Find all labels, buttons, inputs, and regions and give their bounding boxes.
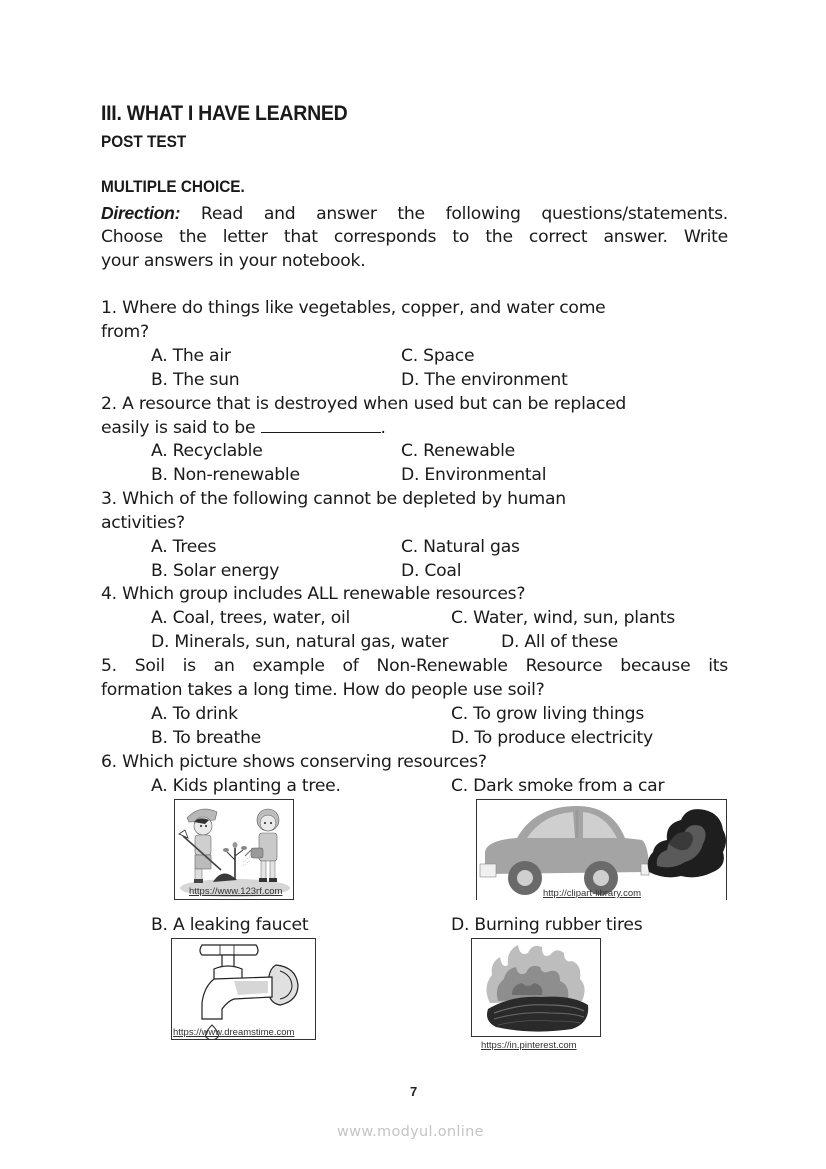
question-1-choice-b: B. The sun [151,370,240,390]
question-5-choice-b: B. To breathe [151,728,261,748]
kids-planting-tree-image [174,799,294,900]
question-3-choice-a: A. Trees [151,537,217,557]
question-5-text-line-2: formation takes a long time. How do people use soil? [101,680,545,700]
image-a-credit[interactable]: https://www.123rf.com [189,886,283,897]
question-6-choice-c: C. Dark smoke from a car [451,776,665,796]
question-2-choice-a: A. Recyclable [151,441,263,461]
question-3-text-line-2: activities? [101,513,185,533]
watermark: www.modyul.online [337,1124,484,1140]
question-5-choice-c: C. To grow living things [451,704,645,724]
question-6-text: 6. Which picture shows conserving resources? [101,752,487,772]
test-type-heading: MULTIPLE CHOICE. [101,178,245,196]
direction-line-2: Choose the letter that corresponds to the correct answer. Write [101,227,728,247]
question-3-choice-b: B. Solar energy [151,561,280,581]
question-3-choice-c: C. Natural gas [401,537,520,557]
question-5-choice-d: D. To produce electricity [451,728,653,748]
question-2-choice-c: C. Renewable [401,441,515,461]
question-1-text-line-2: from? [101,322,149,342]
car-smoke-image [476,799,727,900]
answer-blank [261,417,381,433]
question-4-choice-a: A. Coal, trees, water, oil [151,608,351,628]
kids-planting-tree-illustration-icon [175,800,294,900]
burning-tires-image [471,938,601,1037]
question-2-choice-b: B. Non-renewable [151,465,300,485]
direction-line-1: Direction: Read and answer the following questions/statements. [101,203,728,224]
direction-line-3: your answers in your notebook. [101,251,366,271]
question-2-choice-d: D. Environmental [401,465,547,485]
question-3-choice-d: D. Coal [401,561,462,581]
question-1-choice-c: C. Space [401,346,475,366]
question-5-choice-a: A. To drink [151,704,238,724]
question-2-text-line-2: easily is said to be . [101,418,386,438]
leaking-faucet-image [171,938,316,1040]
question-2-text-line-1: 2. A resource that is destroyed when used but can be replaced [101,394,627,414]
question-4-choice-d-all: D. All of these [501,632,618,652]
question-6-choice-d: D. Burning rubber tires [451,915,643,935]
burning-tires-illustration-icon [472,939,601,1037]
question-1-text-line-1: 1. Where do things like vegetables, copper, and water come [101,298,606,318]
question-6-choice-b: B. A leaking faucet [151,915,309,935]
question-4-choice-c: C. Water, wind, sun, plants [451,608,675,628]
image-b-credit[interactable]: https://www.dreamstime.com [173,1027,295,1038]
page-number: 7 [410,1084,418,1099]
question-5-text-line-1: 5. Soil is an example of Non-Renewable Resource because its [101,656,728,676]
question-6-choice-a: A. Kids planting a tree. [151,776,341,796]
direction-label: Direction: [101,203,181,223]
question-5-text [101,654,728,702]
question-1-choice-d: D. The environment [401,370,568,390]
question-4-choice-d-minerals: D. Minerals, sun, natural gas, water [151,632,449,652]
direction-paragraph [101,201,728,273]
question-4-text: 4. Which group includes ALL renewable resources? [101,584,526,604]
question-3-text-line-1: 3. Which of the following cannot be depleted by human [101,489,566,509]
image-c-credit[interactable]: http://clipart-library.com [543,888,642,899]
section-subtitle: POST TEST [101,133,187,151]
section-title: III. WHAT I HAVE LEARNED [101,102,348,125]
leaking-faucet-illustration-icon [172,939,316,1040]
car-smoke-illustration-icon [477,800,727,900]
image-d-credit[interactable]: https://in.pinterest.com [481,1040,577,1051]
question-1-choice-a: A. The air [151,346,231,366]
